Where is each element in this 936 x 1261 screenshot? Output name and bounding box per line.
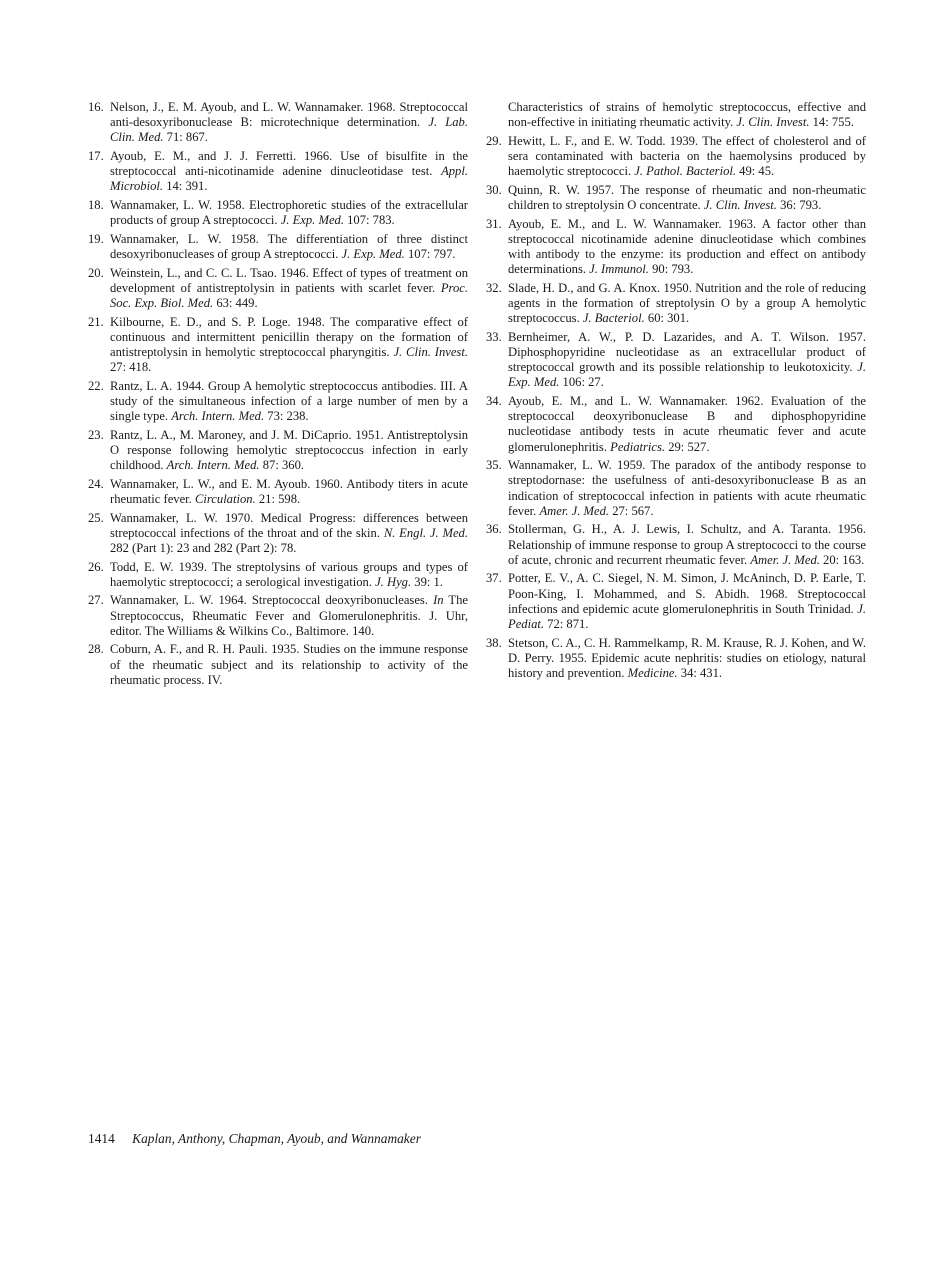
reference-number: 25. bbox=[88, 510, 104, 525]
journal-name: J. Clin. Invest. bbox=[736, 115, 810, 130]
reference-number: 38. bbox=[486, 635, 502, 650]
reference-text: Slade, H. D., and G. A. Knox. 1950. Nutrition and the role of reducing agents in the formation of streptolysin O by a group A hemolytic streptococcus. bbox=[508, 280, 866, 326]
reference-text: 36: 793. bbox=[776, 198, 822, 212]
reference-text: Wannamaker, L. W. 1958. Electrophoretic studies of the extracellular products of group A streptococci. bbox=[110, 198, 468, 228]
journal-name: J. Hyg. bbox=[375, 574, 412, 589]
reference-number: 16. bbox=[88, 100, 104, 114]
journal-name: Appl. Microbiol. bbox=[110, 164, 468, 194]
reference-entry bbox=[486, 217, 866, 278]
reference-number: 35. bbox=[486, 458, 502, 473]
reference-entry bbox=[486, 522, 866, 568]
reference-number: 21. bbox=[88, 314, 104, 329]
reference-number: 31. bbox=[486, 216, 502, 231]
reference-number: 26. bbox=[88, 559, 104, 574]
reference-number: 22. bbox=[88, 378, 104, 393]
journal-name: Amer. J. Med. bbox=[750, 552, 820, 567]
reference-text: Weinstein, L., and C. C. L. Tsao. 1946. Effect of types of treatment on development of antistreptolysin in patients with scarlet fever. bbox=[110, 265, 468, 295]
reference-text: 71: 867. bbox=[163, 130, 208, 145]
reference-text: 14: 755. bbox=[809, 115, 854, 130]
reference-entry bbox=[88, 379, 468, 425]
journal-name: Circulation. bbox=[194, 492, 256, 506]
reference-entry bbox=[88, 593, 468, 639]
reference-number: 18. bbox=[88, 198, 104, 212]
running-authors: Kaplan, Anthony, Chapman, Ayoub, and Wannamaker bbox=[132, 1131, 421, 1146]
reference-number: 33. bbox=[486, 329, 502, 344]
reference-number: 27. bbox=[88, 593, 104, 608]
reference-entry bbox=[486, 394, 866, 455]
reference-number: 32. bbox=[486, 280, 502, 295]
reference-text: 87: 360. bbox=[259, 458, 305, 473]
reference-text: 27: 567. bbox=[609, 503, 654, 518]
reference-number: 29. bbox=[486, 133, 502, 148]
reference-text: Potter, E. V., A. C. Siegel, N. M. Simon, J. McAninch, D. P. Earle, T. Poon-King, I. Mohammed, and S. Abidh. 1968. Streptococcal infections and epidemic acute glomerulonephritis in South Trinidad. bbox=[508, 571, 866, 616]
journal-name: J. Clin. Invest. bbox=[703, 198, 777, 212]
reference-entry bbox=[88, 477, 468, 507]
page-number: 1414 bbox=[88, 1131, 115, 1146]
reference-entry bbox=[88, 642, 468, 688]
reference-text: Kilbourne, E. D., and S. P. Loge. 1948. The comparative effect of continuous and intermittent penicillin therapy on the formation of antistreptolysin in hemolytic streptococcal pharyngitis. bbox=[110, 314, 468, 359]
reference-text: Characteristics of strains of hemolytic streptococcus, effective and non-effective in initiating rheumatic activity. bbox=[508, 100, 866, 130]
journal-name: J. Clin. Invest. bbox=[393, 345, 468, 359]
reference-text: 39: 1. bbox=[411, 574, 443, 589]
reference-entry bbox=[486, 100, 866, 130]
reference-text: 21: 598. bbox=[255, 492, 301, 506]
reference-text: Wannamaker, L. W. 1958. The differentiation of three distinct desoxyribonucleases of group A streptococci. bbox=[110, 231, 468, 261]
reference-text: 29: 527. bbox=[665, 439, 710, 454]
reference-entry bbox=[88, 511, 468, 557]
journal-name: N. Engl. J. Med. bbox=[383, 525, 468, 540]
reference-number: 30. bbox=[486, 182, 502, 197]
reference-number: 20. bbox=[88, 265, 104, 280]
journal-name: Amer. J. Med. bbox=[539, 503, 610, 518]
reference-entry bbox=[88, 315, 468, 376]
reference-text: Wannamaker, L. W. 1964. Streptococcal deoxyribonucleases. bbox=[110, 593, 434, 608]
reference-entry bbox=[486, 281, 866, 327]
journal-name: Pediatrics. bbox=[610, 439, 666, 454]
reference-text: 107: 797. bbox=[404, 247, 456, 261]
reference-text: 63: 449. bbox=[213, 296, 258, 310]
reference-text: 282 (Part 1): 23 and 282 (Part 2): 78. bbox=[110, 541, 297, 555]
reference-text: Rantz, L. A. 1944. Group A hemolytic streptococcus antibodies. III. A study of the simultaneous infection of a large number of men by a single type. bbox=[110, 378, 468, 424]
reference-text: Wannamaker, L. W., and E. M. Ayoub. 1960. Antibody titers in acute rheumatic fever. bbox=[110, 476, 468, 506]
reference-text: Nelson, J., E. M. Ayoub, and L. W. Wannamaker. 1968. Streptococcal anti-desoxyribonuclease B: microtechnique determination. bbox=[110, 100, 468, 130]
reference-text: Hewitt, L. F., and E. W. Todd. 1939. The effect of cholesterol and of sera contaminated with bacteria on the haemolysins produced by haemolytic streptococci. bbox=[508, 133, 866, 179]
reference-number: 28. bbox=[88, 642, 104, 657]
reference-entry bbox=[486, 571, 866, 632]
reference-entry bbox=[88, 100, 468, 146]
reference-text: Wannamaker, L. W. 1959. The paradox of the antibody response to streptodornase: the usefulness of anti-desoxyribonuclease B as an indication of streptococcal infection in patients with acute rheumatic fever. bbox=[508, 458, 866, 518]
reference-text: Rantz, L. A., M. Maroney, and J. M. DiCaprio. 1951. Antistreptolysin O response following hemolytic streptococcus infection in early childhood. bbox=[110, 427, 468, 473]
reference-text: Coburn, A. F., and R. H. Pauli. 1935. Studies on the immune response of the rheumatic subject and its relationship to activity of the rheumatic process. IV. bbox=[110, 642, 468, 687]
journal-name: Proc. Soc. Exp. Biol. Med. bbox=[110, 280, 468, 310]
reference-number: 24. bbox=[88, 476, 104, 491]
reference-text: 20: 163. bbox=[819, 552, 865, 567]
reference-text: 73: 238. bbox=[264, 409, 309, 424]
journal-name: J. Immunol. bbox=[589, 262, 649, 277]
journal-name: J. Pediat. bbox=[508, 601, 866, 632]
reference-entry bbox=[486, 134, 866, 180]
reference-entry bbox=[88, 560, 468, 590]
left-reference-column bbox=[88, 100, 468, 691]
reference-number: 23. bbox=[88, 427, 104, 442]
reference-text: 90: 793. bbox=[648, 262, 694, 277]
reference-text: Stollerman, G. H., A. J. Lewis, I. Schultz, and A. Taranta. 1956. Relationship of immune response to group A streptococci to the course of acute, chronic and recurrent rheumatic fever. bbox=[508, 522, 866, 567]
reference-number: 36. bbox=[486, 522, 502, 537]
reference-entry bbox=[88, 428, 468, 474]
reference-text: Ayoub, E. M., and J. J. Ferretti. 1966. Use of bisulfite in the streptococcal anti-nicotinamide adenine dinucleotidase test. bbox=[110, 149, 468, 179]
right-reference-column bbox=[486, 100, 866, 685]
reference-entry bbox=[486, 458, 866, 519]
reference-entry bbox=[88, 266, 468, 312]
reference-text: Ayoub, E. M., and L. W. Wannamaker. 1962. Evaluation of the streptococcal deoxyribonuclease B and diphosphopyridine nucleotidase antibody tests in acute rheumatic fever and acute glomerulonephritis. bbox=[508, 394, 866, 454]
reference-text: 72: 871. bbox=[544, 617, 589, 632]
reference-number: 37. bbox=[486, 571, 502, 586]
reference-text: Bernheimer, A. W., P. D. Lazarides, and A. T. Wilson. 1957. Diphosphopyridine nucleotidase as an extracellular product of streptococcal growth and its possible relationship to leukotoxicity. bbox=[508, 329, 866, 375]
reference-entry bbox=[88, 198, 468, 228]
reference-text: Quinn, R. W. 1957. The response of rheumatic and non-rheumatic children to streptolysin O concentrate. bbox=[508, 182, 866, 212]
journal-name: Arch. Intern. Med. bbox=[171, 409, 265, 424]
reference-text: Todd, E. W. 1939. The streptolysins of various groups and types of haemolytic streptococci; a serological investigation. bbox=[110, 559, 468, 589]
journal-name: J. Exp. Med. bbox=[508, 360, 866, 390]
journal-name: Arch. Intern. Med. bbox=[166, 458, 260, 473]
journal-name: J. Exp. Med. bbox=[280, 213, 344, 228]
reference-number: 34. bbox=[486, 394, 502, 408]
reference-number: 17. bbox=[88, 149, 104, 163]
reference-text: Ayoub, E. M., and L. W. Wannamaker. 1963. A factor other than streptococcal nicotinamide adenine dinucleotidase which combines with antibody to the enzyme: its production and effect on antibody determinations. bbox=[508, 216, 866, 277]
reference-text: 34: 431. bbox=[677, 666, 723, 681]
journal-name: J. Exp. Med. bbox=[341, 247, 405, 261]
journal-name: Medicine. bbox=[627, 666, 678, 681]
reference-number: 19. bbox=[88, 231, 104, 246]
journal-name: J. Pathol. Bacteriol. bbox=[634, 164, 737, 179]
reference-text: 27: 418. bbox=[110, 360, 152, 375]
journal-name: In bbox=[433, 593, 444, 608]
reference-entry bbox=[88, 149, 468, 195]
reference-text: 107: 783. bbox=[343, 213, 395, 228]
reference-entry bbox=[486, 330, 866, 391]
reference-entry bbox=[88, 232, 468, 262]
reference-entry bbox=[486, 183, 866, 213]
reference-entry bbox=[486, 636, 866, 682]
journal-name: J. Bacteriol. bbox=[582, 311, 645, 326]
reference-text: 60: 301. bbox=[644, 311, 690, 326]
reference-text: 106: 27. bbox=[559, 375, 604, 390]
page-footer bbox=[88, 1131, 421, 1147]
reference-text: The Streptococcus, Rheumatic Fever and Glomerulonephritis. J. Uhr, editor. The Williams & Wilkins Co., Baltimore. 140. bbox=[110, 593, 468, 638]
reference-text: 14: 391. bbox=[163, 179, 208, 194]
reference-text: Wannamaker, L. W. 1970. Medical Progress: differences between streptococcal infections of the throat and of the skin. bbox=[110, 510, 468, 540]
reference-text: 49: 45. bbox=[736, 164, 775, 179]
reference-text: Stetson, C. A., C. H. Rammelkamp, R. M. Krause, R. J. Kohen, and W. D. Perry. 1955. Epidemic acute nephritis: studies on etiology, natural history and prevention. bbox=[508, 635, 866, 681]
journal-name: J. Lab. Clin. Med. bbox=[110, 115, 469, 145]
